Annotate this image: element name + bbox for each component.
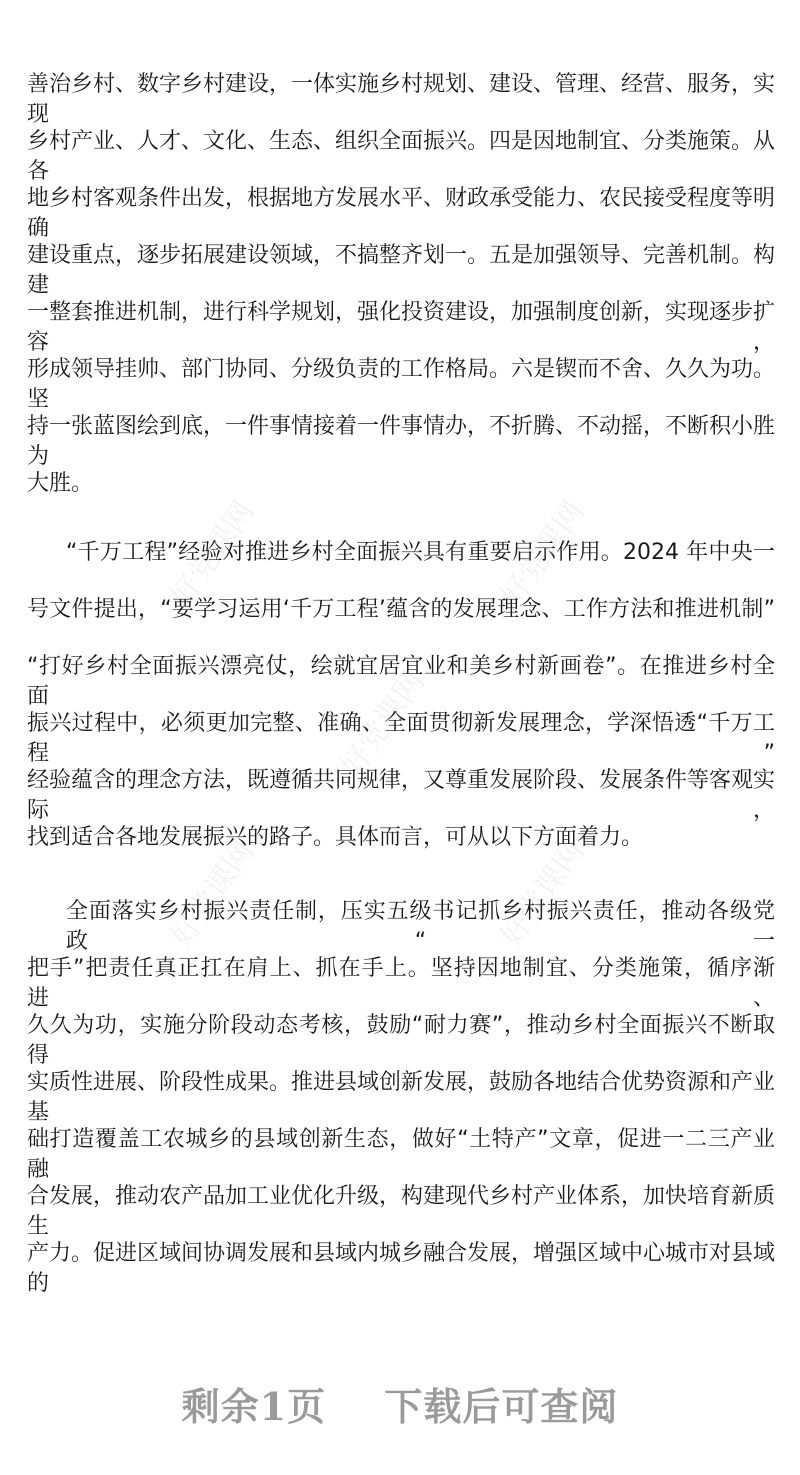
watermark: 好党课网: [494, 834, 592, 954]
paragraph-line: 础打造覆盖工农城乡的县域创新生态，做好“土特产”文章，促进一二三产业融: [27, 1127, 775, 1182]
paragraph-line: 找到适合各地发展振兴的路子。具体而言，可从以下方面着力。: [27, 825, 644, 850]
paragraph-line: 号文件提出，“要学习运用‘千万工程’蕴含的发展理念、工作方法和推进机制”: [27, 597, 775, 622]
paragraph-line: “打好乡村全面振兴漂亮仗，绘就宜居宜业和美乡村新画卷”。在推进乡村全面: [27, 654, 775, 709]
paragraph-line: 全面落实乡村振兴责任制，压实五级书记抓乡村振兴责任，推动各级党政“一: [66, 899, 775, 954]
paragraph-line: 实质性进展、阶段性成果。推进县域创新发展，鼓励各地结合优势资源和产业基: [27, 1070, 776, 1125]
paragraph-line: 振兴过程中，必须更加完整、准确、全面贯彻新发展理念，学深悟透“千万工程”: [27, 711, 775, 766]
paragraph-line: 经验蕴含的理念方法，既遵循共同规律，又尊重发展阶段、发展条件等客观实际，: [27, 768, 776, 823]
paragraph-line: 产力。促进区域间协调发展和县域内城乡融合发展，增强区域中心城市对县域的: [27, 1241, 776, 1296]
paragraph-line: 地乡村客观条件出发，根据地方发展水平、财政承受能力、农民接受程度等明确: [27, 186, 776, 241]
paragraph-line: 久久为功，实施分阶段动态考核，鼓励“耐力赛”，推动乡村全面振兴不断取得: [27, 1013, 775, 1068]
paragraph-line: 乡村产业、人才、文化、生态、组织全面振兴。四是因地制宜、分类施策。从各: [27, 129, 776, 184]
watermark: 好党课网: [164, 494, 262, 614]
paragraph-line: 合发展，推动农产品加工业优化升级，构建现代乡村产业体系，加快培育新质生: [27, 1184, 776, 1239]
paragraph-line: 一整套推进机制，进行科学规划，强化投资建设，加强制度创新，实现逐步扩容，: [27, 300, 776, 355]
paragraph-line: 建设重点，逐步拓展建设领域，不搞整齐划一。五是加强领导、完善机制。构建: [27, 243, 776, 298]
remaining-pages-label: 剩余1页: [181, 1384, 327, 1429]
download-prompt[interactable]: [0, 1376, 800, 1431]
watermark: 好党课网: [494, 494, 592, 614]
paragraph-line: 形成领导挂帅、部门协同、分级负责的工作格局。六是锲而不舍、久久为功。坚: [27, 357, 776, 412]
download-to-view-label[interactable]: 下载后可查阅: [384, 1384, 619, 1429]
watermark: 好党课网: [164, 834, 262, 954]
paragraph-line: 善治乡村、数字乡村建设，一体实施乡村规划、建设、管理、经营、服务，实现: [27, 72, 776, 127]
paragraph-line: 持一张蓝图绘到底，一件事情接着一件事情办，不折腾、不动摇，不断积小胜为: [27, 414, 776, 469]
paragraph-line: “千万工程”经验对推进乡村全面振兴具有重要启示作用。2024 年中央一: [66, 540, 775, 565]
paragraph-line: 把手”把责任真正扛在肩上、抓在手上。坚持因地制宜、分类施策，循序渐进、: [27, 956, 775, 1011]
watermark: 好党课网: [334, 664, 432, 784]
paragraph-line: 大胜。: [27, 471, 94, 496]
